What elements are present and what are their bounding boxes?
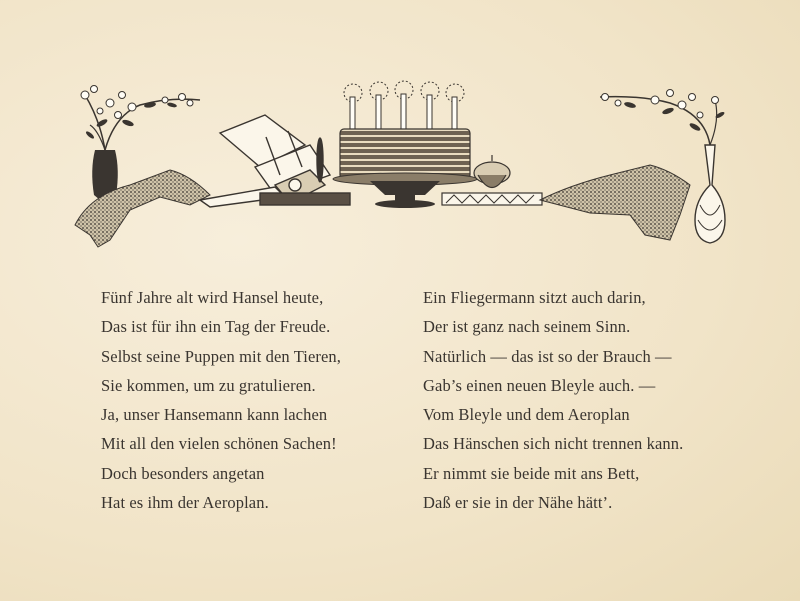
poem-line: Er nimmt sie beide mit ans Bett, bbox=[423, 463, 640, 483]
poem-column-left bbox=[101, 283, 341, 517]
poem-line: Mit all den vielen schönen Sachen! bbox=[101, 434, 337, 454]
birthday-illustration bbox=[70, 75, 730, 255]
poem-line: Gab’s einen neuen Bleyle auch. — bbox=[423, 375, 656, 395]
toy-airplane bbox=[200, 115, 350, 207]
toy-block-bar bbox=[442, 193, 542, 205]
spinning-top-toy bbox=[474, 155, 510, 188]
poem-line: Hat es ihm der Aeroplan. bbox=[101, 493, 269, 513]
poem-line: Sie kommen, um zu gratulieren. bbox=[101, 375, 316, 395]
poem-line: Vom Bleyle und dem Aeroplan bbox=[423, 405, 630, 425]
poem-line: Natürlich — das ist so der Brauch — bbox=[423, 346, 672, 366]
poem-line: Der ist ganz nach seinem Sinn. bbox=[423, 317, 631, 337]
poem-line: Das Hänschen sich nicht trennen kann. bbox=[423, 434, 684, 454]
poem-column-right bbox=[423, 283, 683, 517]
poem-line: Doch besonders angetan bbox=[101, 463, 265, 483]
poem-line: Fünf Jahre alt wird Hansel heute, bbox=[101, 288, 324, 307]
poem-line: Ein Fliegermann sitzt auch darin, bbox=[423, 288, 646, 307]
poem-line: Ja, unser Hansemann kann lachen bbox=[101, 405, 328, 425]
birthday-cake bbox=[333, 81, 477, 208]
poem-line: Selbst seine Puppen mit den Tieren, bbox=[101, 346, 341, 366]
poem-line: Daß er sie in der Nähe hätt’. bbox=[423, 493, 613, 513]
knit-sweater-right bbox=[540, 165, 690, 240]
poem-line: Das ist für ihn ein Tag der Freude. bbox=[101, 317, 331, 337]
